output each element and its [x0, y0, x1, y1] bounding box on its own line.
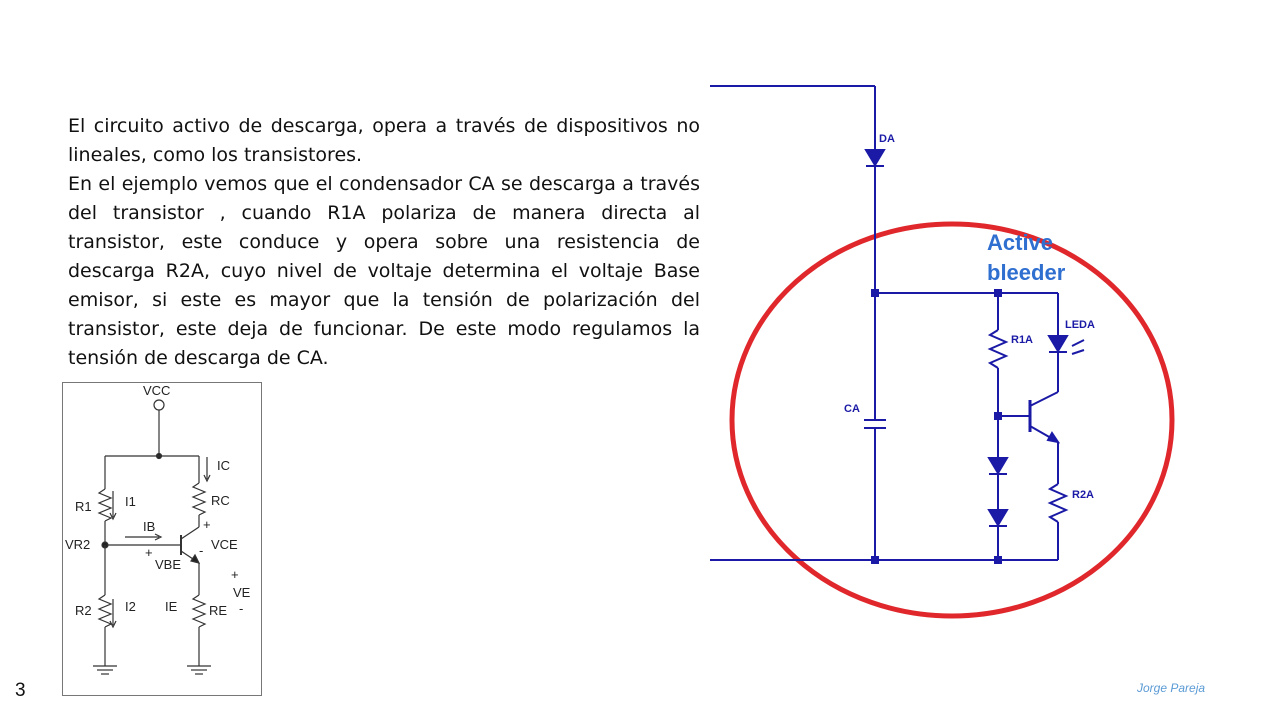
active-bleeder-figure [700, 70, 1220, 640]
ib-label: IB [143, 519, 156, 534]
r2-label: R2 [75, 603, 92, 618]
active-bleeder-diagram [700, 70, 1220, 640]
author-footer: Jorge Pareja [1137, 681, 1206, 695]
vr2-label: VR2 [65, 537, 91, 552]
paragraph-explanation: En el ejemplo vemos que el condensador CA se descarga a través del transistor , cuando R1A polariza de manera directa al transistor, este conduce y opera sobre una resistencia de descarga R2A, cuyo nivel de voltaje determina el voltaje Base emisor, si este es mayor que la tensión de polarización del transistor, este deja de funcionar. De este modo regulamos la tensión de descarga de CA. [68, 173, 700, 369]
r1a-resistor [990, 330, 1006, 368]
highlight-ellipse [732, 224, 1172, 616]
da-diode [866, 150, 884, 165]
diode-1 [989, 458, 1007, 473]
ca-label: CA [844, 403, 860, 415]
r1-resistor [99, 489, 111, 521]
r2-resistor [99, 595, 111, 627]
vce-label: VCE [211, 537, 238, 552]
leda-led [1049, 336, 1067, 351]
da-label: DA [879, 133, 895, 145]
r2a-resistor [1050, 484, 1066, 522]
r1-label: R1 [75, 499, 92, 514]
bleeder-title-line1: Active [987, 230, 1054, 255]
slide-number: 3 [15, 680, 26, 701]
paragraph-intro: El circuito activo de descarga, opera a través de dispositivos no lineales, como los transistores. [68, 115, 700, 166]
i2-label: I2 [125, 599, 136, 614]
rc-resistor [193, 483, 205, 515]
r1a-label: R1A [1011, 334, 1034, 346]
ic-label: IC [217, 458, 230, 473]
plus-rc: + [203, 517, 211, 532]
plus-ve: + [231, 567, 239, 582]
bias-circuit-figure [62, 382, 262, 696]
plus-vbe: + [145, 545, 153, 560]
vbe-label: VBE [155, 557, 182, 572]
diode-2 [989, 510, 1007, 525]
ve-label: VE [233, 585, 251, 600]
vcc-terminal [154, 400, 164, 410]
rc-label: RC [211, 493, 230, 508]
leda-label: LEDA [1065, 319, 1095, 331]
i1-label: I1 [125, 494, 136, 509]
r2a-label: R2A [1072, 489, 1095, 501]
re-label: RE [209, 603, 228, 618]
bleeder-title-line2: bleeder [987, 260, 1066, 285]
minus-vbe: - [199, 543, 204, 558]
ie-label: IE [165, 599, 178, 614]
bias-circuit-diagram [63, 383, 263, 697]
vcc-label: VCC [143, 383, 171, 398]
re-resistor [193, 595, 205, 627]
body-text [68, 112, 700, 373]
minus-ve: - [239, 601, 244, 616]
